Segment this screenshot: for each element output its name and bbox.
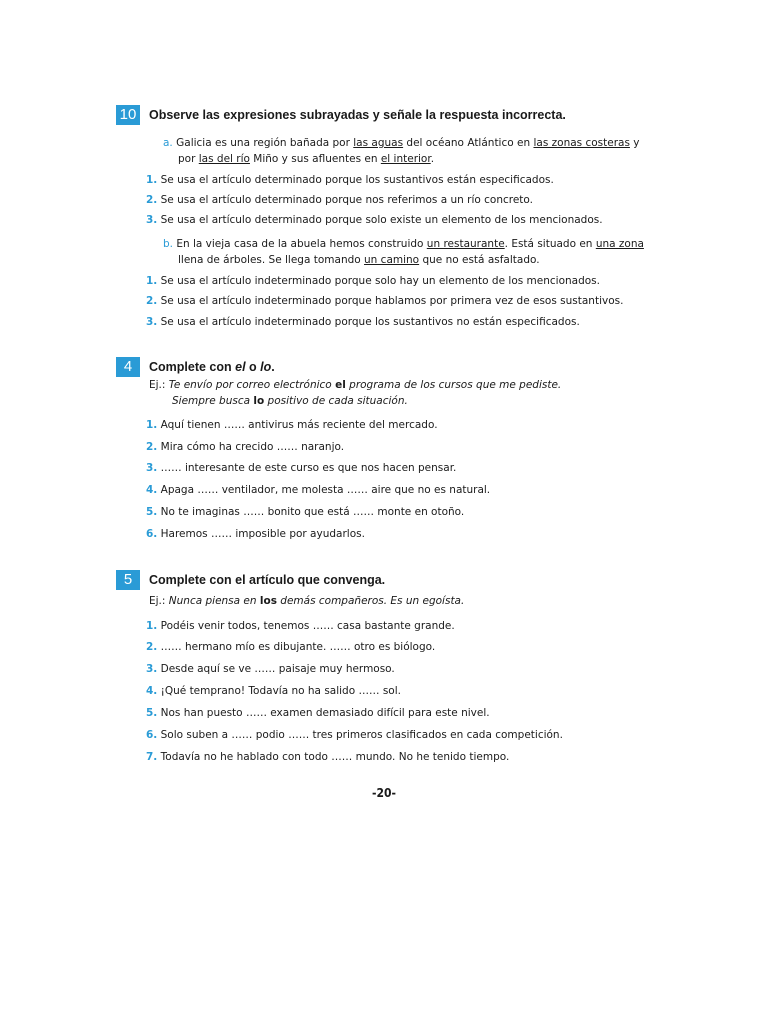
list-item <box>146 194 533 207</box>
list-item <box>146 419 438 432</box>
exercise-4-header <box>116 357 656 379</box>
item-text: Se usa el artículo indeterminado porque hablamos por primera vez de esos sustantivos. <box>160 295 624 307</box>
item-text: Desde aquí se ve …… paisaje muy hermoso. <box>160 663 395 675</box>
text: del océano Atlántico en <box>403 137 534 149</box>
item-text: Haremos …… imposible por ayudarlos. <box>160 528 365 540</box>
text: por <box>178 153 199 165</box>
item-number: 6. <box>146 729 158 741</box>
underlined-expression: un camino <box>364 254 420 266</box>
item-number: 2. <box>146 641 158 653</box>
example-text: programa de los cursos que me pediste. <box>345 379 562 391</box>
exercise-title: Complete con el artículo que convenga. <box>149 573 386 587</box>
list-item <box>146 663 395 676</box>
example-answer: lo <box>253 395 265 407</box>
exercise-number-badge: 10 <box>116 105 140 125</box>
title-text: o <box>245 360 261 374</box>
item-number: 6. <box>146 528 158 540</box>
item-text: Se usa el artículo indeterminado porque los sustantivos no están especificados. <box>160 316 580 328</box>
example-text: Nunca piensa en <box>168 595 260 607</box>
item-text: Podéis venir todos, tenemos …… casa bastante grande. <box>160 620 455 632</box>
item-number: 3. <box>146 462 158 474</box>
underlined-expression: las aguas <box>353 137 404 149</box>
title-text: el <box>235 360 246 374</box>
example-answer: los <box>259 595 277 607</box>
list-item <box>146 174 554 187</box>
item-number: 3. <box>146 214 158 226</box>
item-number: 4. <box>146 685 158 697</box>
example-text: positivo de cada situación. <box>264 395 408 407</box>
example-label: Ej.: <box>149 379 166 391</box>
title-text: . <box>271 360 275 374</box>
list-item <box>146 275 600 288</box>
list-item <box>146 441 344 454</box>
item-text: Solo suben a …… podio …… tres primeros clasificados en cada competición. <box>160 729 563 741</box>
item-number: 1. <box>146 174 158 186</box>
example-line-2 <box>172 395 408 408</box>
item-text: No te imaginas …… bonito que está …… monte en otoño. <box>160 506 465 518</box>
item-text: Se usa el artículo indeterminado porque solo hay un elemento de los mencionados. <box>160 275 600 287</box>
example-text: Siempre busca <box>172 395 254 407</box>
statement-b-line-2 <box>178 254 540 267</box>
example-label: Ej.: <box>149 595 166 607</box>
exercise-5-header <box>116 570 656 592</box>
list-item <box>146 620 455 633</box>
list-item <box>146 462 456 475</box>
list-item <box>146 641 435 654</box>
item-number: 2. <box>146 295 158 307</box>
exercise-5 <box>116 570 656 763</box>
list-item <box>146 506 464 519</box>
item-text: …… interesante de este curso es que nos hacen pensar. <box>160 462 457 474</box>
item-number: 5. <box>146 707 158 719</box>
page-number: -20- <box>372 786 396 800</box>
statement-a-line-2 <box>178 153 434 166</box>
list-item <box>146 707 490 720</box>
item-number: 3. <box>146 316 158 328</box>
item-number: 4. <box>146 484 158 496</box>
item-number: 1. <box>146 419 158 431</box>
item-text: …… hermano mío es dibujante. …… otro es biólogo. <box>160 641 436 653</box>
text: y <box>629 137 640 149</box>
text: Miño y sus afluentes en <box>249 153 381 165</box>
example-text: Te envío por correo electrónico <box>168 379 336 391</box>
exercise-10 <box>116 105 656 328</box>
example-text: demás compañeros. Es un egoísta. <box>276 595 465 607</box>
text: En la vieja casa de la abuela hemos construido <box>176 238 427 250</box>
list-item <box>146 685 401 698</box>
title-text: Complete con <box>149 360 236 374</box>
underlined-expression: una zona <box>595 238 644 250</box>
statement-a-line-1 <box>163 137 640 150</box>
title-text: lo <box>260 360 272 374</box>
example-line <box>149 595 464 608</box>
exercise-4 <box>116 357 656 540</box>
list-item <box>146 295 623 308</box>
list-item <box>146 751 509 764</box>
item-number: 7. <box>146 751 158 763</box>
underlined-expression: el interior <box>380 153 431 165</box>
item-number: 2. <box>146 194 158 206</box>
item-text: Apaga …… ventilador, me molesta …… aire que no es natural. <box>160 484 491 496</box>
underlined-expression: las del río <box>198 153 250 165</box>
item-text: Se usa el artículo determinado porque nos referimos a un río concreto. <box>160 194 534 206</box>
item-number: 1. <box>146 275 158 287</box>
text: Galicia es una región bañada por <box>176 137 354 149</box>
list-item <box>146 484 490 497</box>
list-item <box>146 316 580 329</box>
item-text: Aquí tienen …… antivirus más reciente del mercado. <box>160 419 438 431</box>
exercise-number-badge: 5 <box>116 570 140 590</box>
example-line-1 <box>149 379 561 392</box>
statement-letter: a. <box>163 137 173 149</box>
exercise-number-badge: 4 <box>116 357 140 377</box>
item-text: ¡Qué temprano! Todavía no ha salido …… sol. <box>160 685 401 697</box>
underlined-expression: las zonas costeras <box>533 137 630 149</box>
example-answer: el <box>335 379 346 391</box>
text: llena de árboles. Se llega tomando <box>178 254 365 266</box>
list-item <box>146 214 603 227</box>
item-text: Se usa el artículo determinado porque los sustantivos están especificados. <box>160 174 554 186</box>
exercise-10-header <box>116 105 656 127</box>
text: que no está asfaltado. <box>419 254 540 266</box>
exercise-title: Observe las expresiones subrayadas y señale la respuesta incorrecta. <box>149 108 566 122</box>
item-number: 2. <box>146 441 158 453</box>
underlined-expression: un restaurante <box>426 238 505 250</box>
item-number: 1. <box>146 620 158 632</box>
exercise-title <box>149 358 275 376</box>
list-item <box>146 729 563 742</box>
text: . Está situado en <box>504 238 596 250</box>
item-text: Nos han puesto …… examen demasiado difícil para este nivel. <box>160 707 490 719</box>
item-number: 3. <box>146 663 158 675</box>
statement-letter: b. <box>163 238 174 250</box>
item-text: Se usa el artículo determinado porque solo existe un elemento de los mencionados. <box>160 214 603 226</box>
list-item <box>146 528 365 541</box>
statement-b-line-1 <box>163 238 644 251</box>
item-number: 5. <box>146 506 158 518</box>
item-text: Mira cómo ha crecido …… naranjo. <box>160 441 345 453</box>
item-text: Todavía no he hablado con todo …… mundo. No he tenido tiempo. <box>160 751 510 763</box>
text: . <box>430 153 435 165</box>
